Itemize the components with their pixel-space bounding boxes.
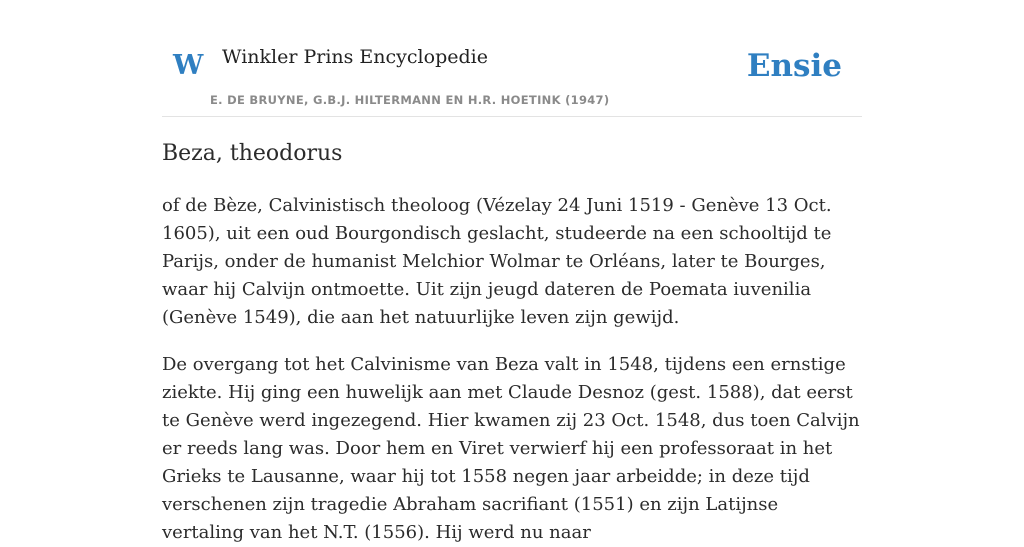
article-title: Beza, theodorus xyxy=(162,141,343,166)
source-title[interactable]: Winkler Prins Encyclopedie xyxy=(222,46,488,68)
source-header xyxy=(162,0,862,117)
article-paragraph: of de Bèze, Calvinistisch theoloog (Vézelay 24 Juni 1519 - Genève 13 Oct. 1605), uit een oud Bourgondisch geslacht, studeerde na een schooltijd te Parijs, onder de humanist Melchior Wolmar te Orléans, later te Bourges, waar hij Calvijn ontmoette. Uit zijn jeugd dateren de Poemata iuvenilia (Genève 1549), die aan het natuurlijke leven zijn gewijd. xyxy=(162,195,832,328)
source-authors: E. DE BRUYNE, G.B.J. HILTERMANN EN H.R. HOETINK (1947) xyxy=(210,93,610,107)
winkler-prins-logo[interactable]: W xyxy=(173,50,204,81)
article-paragraph: De overgang tot het Calvinisme van Beza valt in 1548, tijdens een ernstige ziekte. Hij ging een huwelijk aan met Claude Desnoz (gest. 1588), dat eerst te Genève werd ingezegend. Hier kwamen zij 23 Oct. 1548, dus toen Calvijn er reeds lang was. Door hem en Viret verwierf hij een professoraat in het Grieks te Lausanne, waar hij tot 1558 negen jaar arbeidde; in deze tijd verschenen zijn tragedie Abraham sacrifiant (1551) en zijn Latijnse vertaling van het N.T. (1556). Hij werd nu naar xyxy=(162,354,860,543)
ensie-logo[interactable]: Ensie xyxy=(746,48,842,84)
article xyxy=(162,138,864,547)
